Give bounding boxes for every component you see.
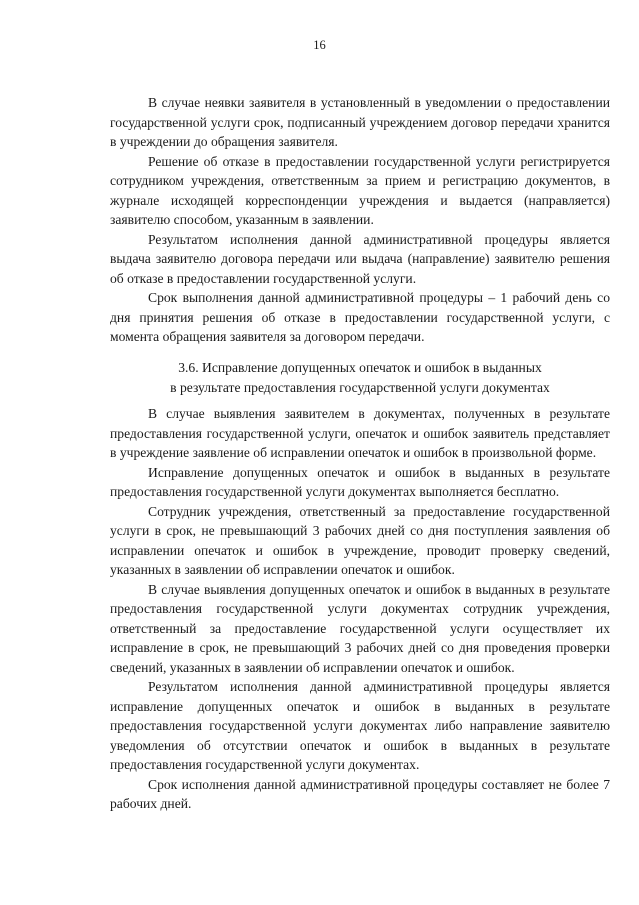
paragraph-refusal-registration: Решение об отказе в предоставлении государственной услуги регистрируется сотрудником учреждения, ответственным за прием и регистрацию документов, в журнале исходящей корреспонденции учреждения и выдается (направляется) заявителю способом, указанным в заявлении. bbox=[110, 153, 610, 227]
paragraph-error-detection: В случае выявления заявителем в документах, полученных в результате предоставления государственной услуги, опечаток и ошибок заявитель представляет в учреждение заявление об исправлении опечаток и ошибок в произвольной форме. bbox=[110, 406, 610, 460]
section-heading-3-6 bbox=[110, 358, 610, 397]
text-block-procedure-result bbox=[110, 93, 610, 347]
paragraph-correction-deadline: В случае выявления допущенных опечаток и ошибок в выданных в результате предоставления государственной услуги документах сотрудник учреждения, ответственный за предоставление государственной услуги осуществляет их исправление в срок, не превышающий 3 рабочих дней со дня проведения проверки сведений, указанных в заявлении об исправлении опечаток и ошибок. bbox=[110, 581, 610, 675]
section-heading-line-2: в результате предоставления государственной услуги документах bbox=[170, 379, 550, 395]
paragraph-no-show: В случае неявки заявителя в установленный в уведомлении о предоставлении государственной услуги срок, подписанный учреждением договор передачи хранится в учреждении до обращения заявителя. bbox=[110, 95, 610, 149]
paragraph-procedure-result: Результатом исполнения данной административной процедуры является выдача заявителю договора передачи или выдача (направление) заявителю решения об отказе в предоставлении государственной услуги. bbox=[110, 231, 610, 286]
paragraph-procedure-deadline: Срок выполнения данной административной процедуры – 1 рабочий день со дня принятия решения об отказе в предоставлении государственной услуги, с момента обращения заявителя за договором передачи. bbox=[110, 290, 610, 344]
section-heading-line-1: 3.6. Исправление допущенных опечаток и ошибок в выданных bbox=[178, 360, 542, 375]
page-number: 16 bbox=[313, 38, 326, 52]
text-block-corrections bbox=[110, 404, 610, 814]
paragraph-verification: Сотрудник учреждения, ответственный за предоставление государственной услуги в срок, не превышающий 3 рабочих дней со дня поступления заявления об исправлении опечаток и ошибок в учреждение, проводит проверку сведений, указанных в заявлении об исправлении опечаток и ошибок. bbox=[110, 503, 610, 577]
paragraph-total-deadline: Срок исполнения данной административной процедуры составляет не более 7 рабочих дней. bbox=[110, 776, 610, 811]
paragraph-correction-result: Результатом исполнения данной административной процедуры является исправление допущенных опечаток и ошибок в выданных в результате предоставления государственной услуги документах либо направление заявителю уведомления об отсутствии опечаток и ошибок в выданных в результате предоставления государственной услуги документах. bbox=[110, 679, 610, 772]
paragraph-free-correction: Исправление допущенных опечаток и ошибок в выданных в результате предоставления государственной услуги документах выполняется бесплатно. bbox=[110, 464, 610, 499]
